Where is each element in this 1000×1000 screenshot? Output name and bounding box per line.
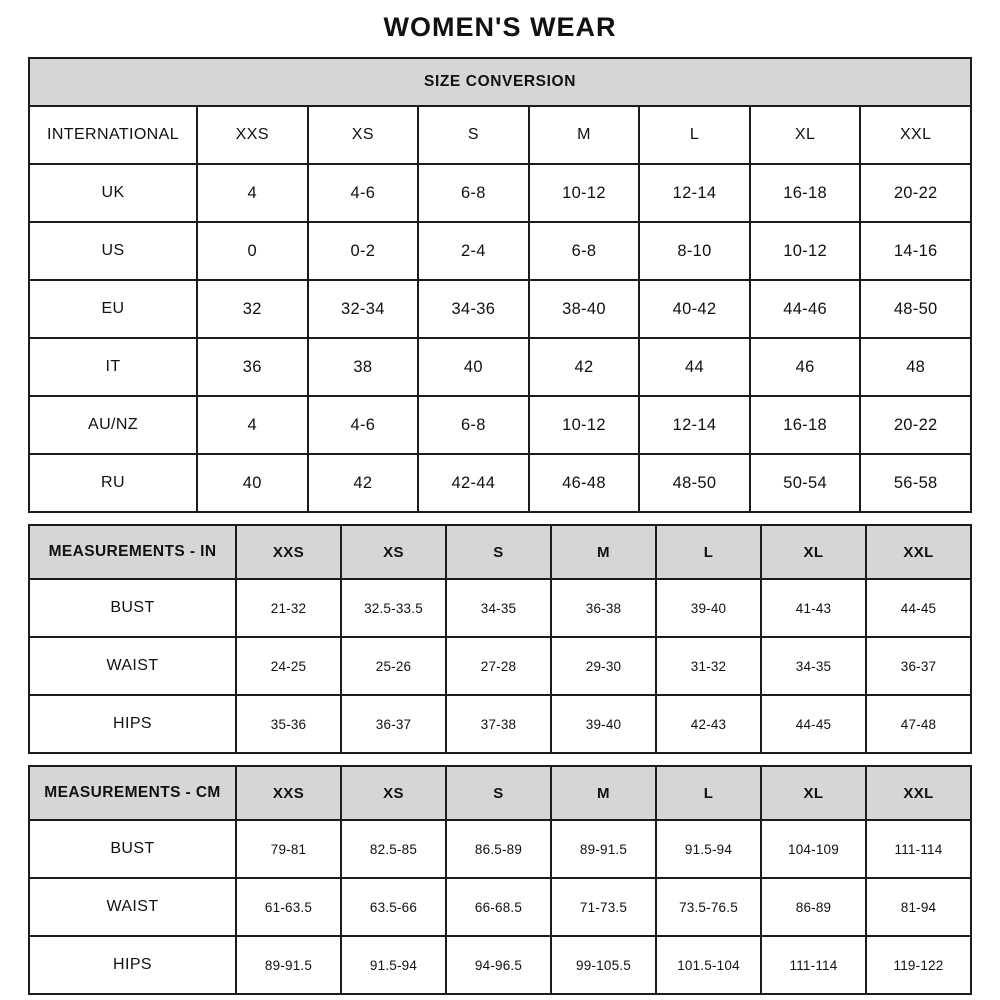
table-cell: 63.5-66 (341, 878, 446, 936)
row-label: WAIST (29, 878, 236, 936)
size-column-header: S (418, 106, 529, 164)
size-column-header: XL (750, 106, 861, 164)
table-cell: 37-38 (446, 695, 551, 753)
table-cell: 91.5-94 (656, 820, 761, 878)
size-column-header: L (656, 766, 761, 820)
table-cell: 41-43 (761, 579, 866, 637)
table-cell: 48 (860, 338, 971, 396)
size-column-header: M (551, 766, 656, 820)
table-cell: 10-12 (750, 222, 861, 280)
table-banner-title: SIZE CONVERSION (29, 58, 971, 106)
table-cell: 36-37 (866, 637, 971, 695)
size-conversion-table (28, 57, 972, 513)
row-label: UK (29, 164, 197, 222)
table-cell: 81-94 (866, 878, 971, 936)
table-row (29, 280, 971, 338)
table-cell: 12-14 (639, 164, 750, 222)
table-cell: 56-58 (860, 454, 971, 512)
size-column-header: XS (308, 106, 419, 164)
table-header-row (29, 525, 971, 579)
table-cell: 40 (197, 454, 308, 512)
table-cell: 48-50 (639, 454, 750, 512)
table-cell: 20-22 (860, 396, 971, 454)
row-label: AU/NZ (29, 396, 197, 454)
size-column-header: XL (761, 525, 866, 579)
table-cell: 32 (197, 280, 308, 338)
table-cell: 0 (197, 222, 308, 280)
size-column-header: XXL (860, 106, 971, 164)
table-cell: 16-18 (750, 396, 861, 454)
table-cell: 32.5-33.5 (341, 579, 446, 637)
table-row (29, 637, 971, 695)
size-column-header: M (529, 106, 640, 164)
table-row (29, 878, 971, 936)
table-cell: 82.5-85 (341, 820, 446, 878)
table-cell: 8-10 (639, 222, 750, 280)
table-row (29, 820, 971, 878)
table-cell: 24-25 (236, 637, 341, 695)
size-column-header: XL (761, 766, 866, 820)
table-row (29, 579, 971, 637)
table-cell: 111-114 (761, 936, 866, 994)
table-cell: 99-105.5 (551, 936, 656, 994)
table-cell: 34-35 (446, 579, 551, 637)
table-cell: 6-8 (418, 396, 529, 454)
size-column-header: XXL (866, 525, 971, 579)
table-cell: 4 (197, 164, 308, 222)
table-cell: 44-46 (750, 280, 861, 338)
table-cell: 6-8 (418, 164, 529, 222)
table-cell: 42-44 (418, 454, 529, 512)
table-cell: 34-36 (418, 280, 529, 338)
table-cell: 71-73.5 (551, 878, 656, 936)
table-cell: 46 (750, 338, 861, 396)
table-cell: 4-6 (308, 396, 419, 454)
row-label: EU (29, 280, 197, 338)
size-column-header: XXS (236, 766, 341, 820)
table-cell: 21-32 (236, 579, 341, 637)
table-cell: 12-14 (639, 396, 750, 454)
row-label: US (29, 222, 197, 280)
table-cell: 89-91.5 (236, 936, 341, 994)
row-label: BUST (29, 820, 236, 878)
table-cell: 6-8 (529, 222, 640, 280)
table-cell: 66-68.5 (446, 878, 551, 936)
size-column-header: L (639, 106, 750, 164)
table-cell: 2-4 (418, 222, 529, 280)
table-row (29, 164, 971, 222)
table-cell: 44-45 (761, 695, 866, 753)
table-cell: 79-81 (236, 820, 341, 878)
corner-header: MEASUREMENTS - CM (29, 766, 236, 820)
table-cell: 36-38 (551, 579, 656, 637)
page-title: WOMEN'S WEAR (383, 12, 617, 42)
table-cell: 104-109 (761, 820, 866, 878)
table-cell: 4-6 (308, 164, 419, 222)
table-cell: 44 (639, 338, 750, 396)
table-cell: 86-89 (761, 878, 866, 936)
table-cell: 14-16 (860, 222, 971, 280)
size-column-header: XS (341, 525, 446, 579)
corner-header: MEASUREMENTS - IN (29, 525, 236, 579)
table-cell: 46-48 (529, 454, 640, 512)
table-cell: 91.5-94 (341, 936, 446, 994)
table-cell: 119-122 (866, 936, 971, 994)
size-column-header: S (446, 766, 551, 820)
table-cell: 10-12 (529, 396, 640, 454)
table-cell: 36-37 (341, 695, 446, 753)
size-column-header: L (656, 525, 761, 579)
table-cell: 111-114 (866, 820, 971, 878)
table-cell: 39-40 (551, 695, 656, 753)
table-row (29, 454, 971, 512)
table-row (29, 695, 971, 753)
table-cell: 38-40 (529, 280, 640, 338)
table-cell: 4 (197, 396, 308, 454)
row-label: WAIST (29, 637, 236, 695)
table-cell: 61-63.5 (236, 878, 341, 936)
row-label: IT (29, 338, 197, 396)
table-cell: 47-48 (866, 695, 971, 753)
table-cell: 48-50 (860, 280, 971, 338)
measurements-cm-table (28, 765, 972, 995)
table-cell: 42-43 (656, 695, 761, 753)
table-cell: 34-35 (761, 637, 866, 695)
table-cell: 73.5-76.5 (656, 878, 761, 936)
table-row (29, 396, 971, 454)
size-column-header: XXS (236, 525, 341, 579)
size-column-header: S (446, 525, 551, 579)
table-cell: 86.5-89 (446, 820, 551, 878)
table-cell: 20-22 (860, 164, 971, 222)
size-column-header: XXS (197, 106, 308, 164)
measurements-in-table (28, 524, 972, 754)
table-cell: 89-91.5 (551, 820, 656, 878)
table-header-row (29, 106, 971, 164)
table-cell: 36 (197, 338, 308, 396)
table-cell: 16-18 (750, 164, 861, 222)
table-header-row (29, 766, 971, 820)
table-cell: 40-42 (639, 280, 750, 338)
table-cell: 50-54 (750, 454, 861, 512)
table-cell: 39-40 (656, 579, 761, 637)
size-column-header: XXL (866, 766, 971, 820)
table-cell: 94-96.5 (446, 936, 551, 994)
table-row (29, 936, 971, 994)
corner-header: INTERNATIONAL (29, 106, 197, 164)
table-cell: 29-30 (551, 637, 656, 695)
table-cell: 44-45 (866, 579, 971, 637)
row-label: HIPS (29, 695, 236, 753)
row-label: RU (29, 454, 197, 512)
table-cell: 32-34 (308, 280, 419, 338)
table-cell: 42 (529, 338, 640, 396)
table-cell: 40 (418, 338, 529, 396)
row-label: BUST (29, 579, 236, 637)
table-cell: 10-12 (529, 164, 640, 222)
table-banner-row (29, 58, 971, 106)
size-column-header: M (551, 525, 656, 579)
table-cell: 31-32 (656, 637, 761, 695)
table-cell: 101.5-104 (656, 936, 761, 994)
table-row (29, 222, 971, 280)
table-cell: 38 (308, 338, 419, 396)
table-cell: 42 (308, 454, 419, 512)
table-cell: 25-26 (341, 637, 446, 695)
table-cell: 35-36 (236, 695, 341, 753)
table-row (29, 338, 971, 396)
row-label: HIPS (29, 936, 236, 994)
size-column-header: XS (341, 766, 446, 820)
table-cell: 27-28 (446, 637, 551, 695)
table-cell: 0-2 (308, 222, 419, 280)
